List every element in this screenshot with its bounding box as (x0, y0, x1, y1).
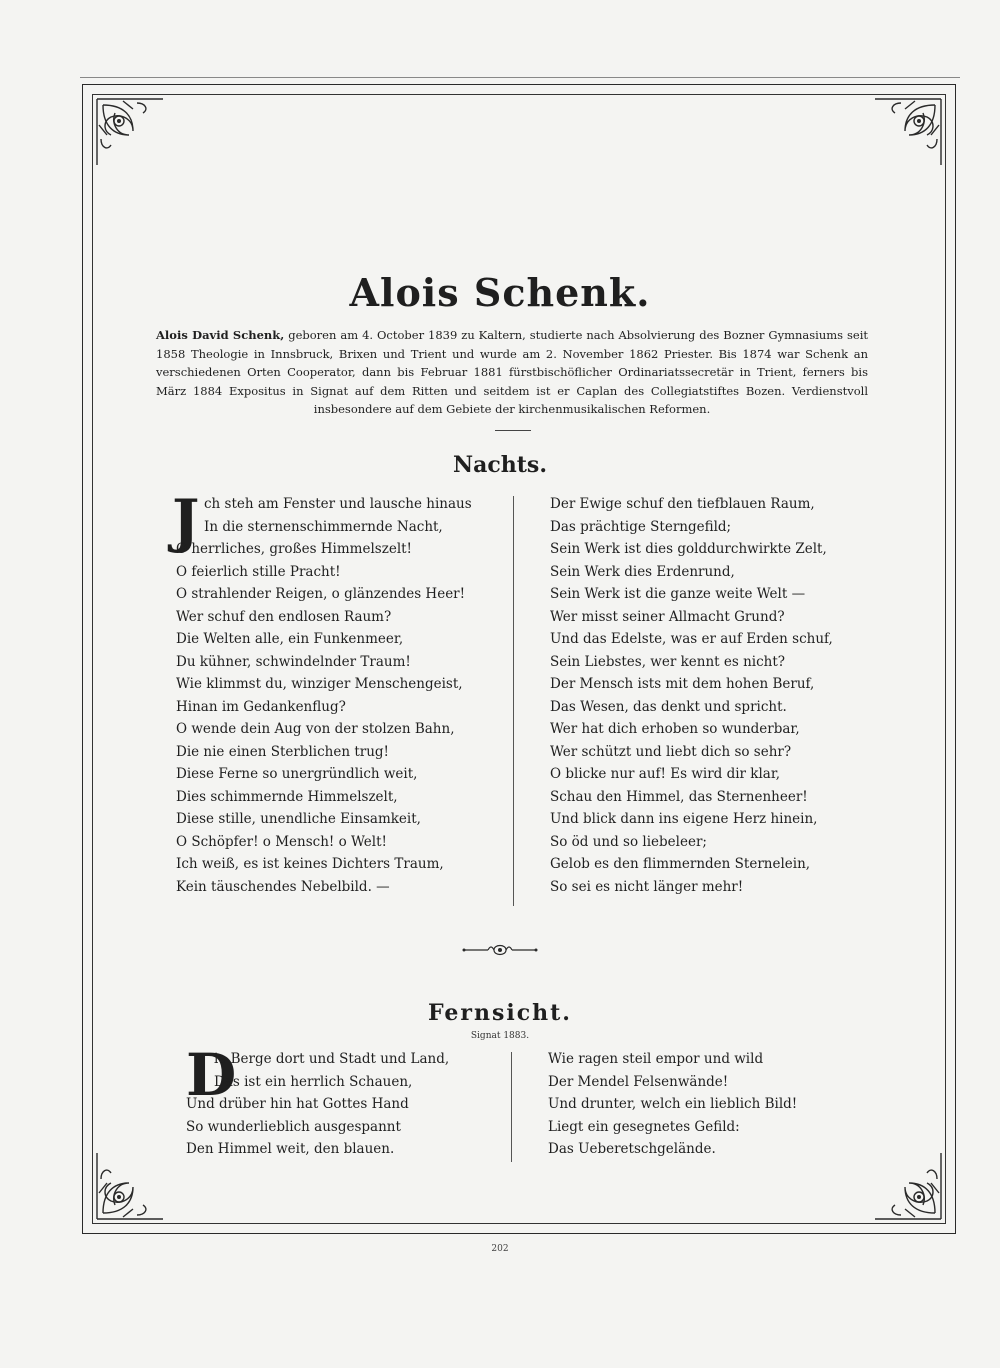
author-biography (156, 326, 868, 419)
poem-line: Wer schützt und liebt dich so sehr? (550, 743, 792, 760)
poem-line: Du kühner, schwindelnder Traum! (176, 653, 411, 670)
poem-line: Das Wesen, das denkt und spricht. (550, 698, 787, 715)
poem-line: Wie klimmst du, winziger Menschengeist, (176, 676, 463, 692)
poem-line: Diese Ferne so unergründlich weit, (176, 766, 418, 782)
poem-line: Der Ewige schuf den tiefblauen Raum, (550, 496, 815, 512)
poem-line: Die nie einen Sterblichen trug! (176, 743, 389, 760)
bio-text: geboren am 4. October 1839 zu Kaltern, studierte nach Absolvierung des Bozner Gymnasiums seit 1858 Theologie in Innsbruck, Brixen und Trient und wurde am 2. November 1862 Priester. Bis 1874 war Schenk an verschiedenen Orten Cooperator, dann bis Februar 1881 fürstbischöflicher Ordinariatssecretär in Trient, ferners bis März 1884 Expositus in Signat auf dem Ritten und seitdem ist er Caplan des Collegiatstiftes Bozen. Verdienstvoll insbesondere auf dem Gebiete der kirchenmusikalischen Reformen. (156, 328, 868, 416)
poem-fernsicht-left-column (186, 1041, 486, 1161)
column-divider (513, 496, 514, 906)
poem-line: ch steh am Fenster und lausche hinaus (204, 496, 472, 512)
column-divider (511, 1052, 512, 1162)
poem-line: Wie ragen steil empor und wild (548, 1051, 764, 1067)
poem-line: Diese stille, unendliche Einsamkeit, (176, 811, 421, 827)
poem-line: So wunderlieblich ausgespannt (186, 1118, 401, 1135)
poem-line: Und drunter, welch ein lieblich Bild! (548, 1096, 798, 1112)
poem-line: O herrliches, großes Himmelszelt! (176, 541, 412, 557)
section-divider (495, 430, 531, 431)
poem-line: Der Mendel Felsenwände! (548, 1073, 729, 1090)
poem-line: Das prächtige Sterngefild; (550, 518, 732, 535)
poem-line: Liegt ein gesegnetes Gefild: (548, 1118, 740, 1135)
poem-line: Sein Werk ist dies golddurchwirkte Zelt, (550, 541, 827, 557)
poem-line: Und blick dann ins eigene Herz hinein, (550, 811, 818, 827)
poem-line: Den Himmel weit, den blauen. (186, 1141, 395, 1157)
poem-subtitle: Signat 1883. (470, 1031, 530, 1041)
poem-line: Ich weiß, es ist keines Dichters Traum, (176, 856, 444, 872)
page-title: Alois Schenk. (349, 270, 651, 315)
bio-author-name: Alois David Schenk, (156, 328, 285, 342)
poem-line: Sein Werk dies Erdenrund, (550, 563, 735, 580)
dropcap-letter: D (186, 1041, 237, 1109)
poem-line: Dies schimmernde Himmelszelt, (176, 788, 398, 805)
poem-nachts-left-column (176, 493, 506, 898)
corner-ornament-icon (93, 1149, 167, 1223)
poem-line: Und das Edelste, was er auf Erden schuf, (550, 631, 833, 647)
poem-line: Sein Liebstes, wer kennt es nicht? (550, 653, 786, 670)
poem-line: In die sternenschimmernde Nacht, (204, 518, 443, 535)
dropcap-letter: J (172, 487, 200, 555)
poem-title-fernsicht: Fernsicht. (428, 1000, 572, 1026)
poem-line: Wer misst seiner Allmacht Grund? (550, 608, 785, 625)
poem-line: Das Ueberetschgelände. (548, 1141, 716, 1157)
poem-line: Die Welten alle, ein Funkenmeer, (176, 631, 404, 647)
corner-ornament-icon (93, 95, 167, 169)
corner-ornament-icon (871, 95, 945, 169)
poem-title-nachts: Nachts. (453, 452, 547, 478)
poem-line: Gelob es den flimmernden Sternelein, (550, 856, 811, 872)
poem-line: O wende dein Aug von der stolzen Bahn, (176, 721, 455, 737)
poem-line: O strahlender Reigen, o glänzendes Heer! (176, 586, 466, 602)
poem-line: Schau den Himmel, das Sternenheer! (550, 788, 808, 805)
poem-fernsicht-right-column (548, 1048, 848, 1161)
poem-line: Das ist ein herrlich Schauen, (214, 1073, 413, 1090)
poem-line: Sein Werk ist die ganze weite Welt — (550, 586, 806, 602)
corner-ornament-icon (871, 1149, 945, 1223)
poem-line: So sei es nicht länger mehr! (550, 878, 744, 895)
poem-line: Wer hat dich erhoben so wunderbar, (550, 721, 800, 737)
poem-nachts-right-column (550, 493, 850, 898)
poem-line: ie Berge dort und Stadt und Land, (214, 1051, 450, 1067)
poem-line: O blicke nur auf! Es wird dir klar, (550, 766, 781, 782)
flourish-ornament-icon (460, 940, 540, 960)
top-rule (80, 77, 960, 78)
poem-line: Kein täuschendes Nebelbild. — (176, 878, 390, 895)
poem-line: O Schöpfer! o Mensch! o Welt! (176, 833, 387, 850)
poem-line: Der Mensch ists mit dem hohen Beruf, (550, 676, 815, 692)
poem-line: Und drüber hin hat Gottes Hand (186, 1096, 409, 1112)
poem-line: O feierlich stille Pracht! (176, 563, 341, 580)
page-number: 202 (491, 1244, 509, 1254)
poem-line: Hinan im Gedankenflug? (176, 698, 346, 715)
poem-line: Wer schuf den endlosen Raum? (176, 608, 392, 625)
poem-line: So öd und so liebeleer; (550, 833, 707, 850)
